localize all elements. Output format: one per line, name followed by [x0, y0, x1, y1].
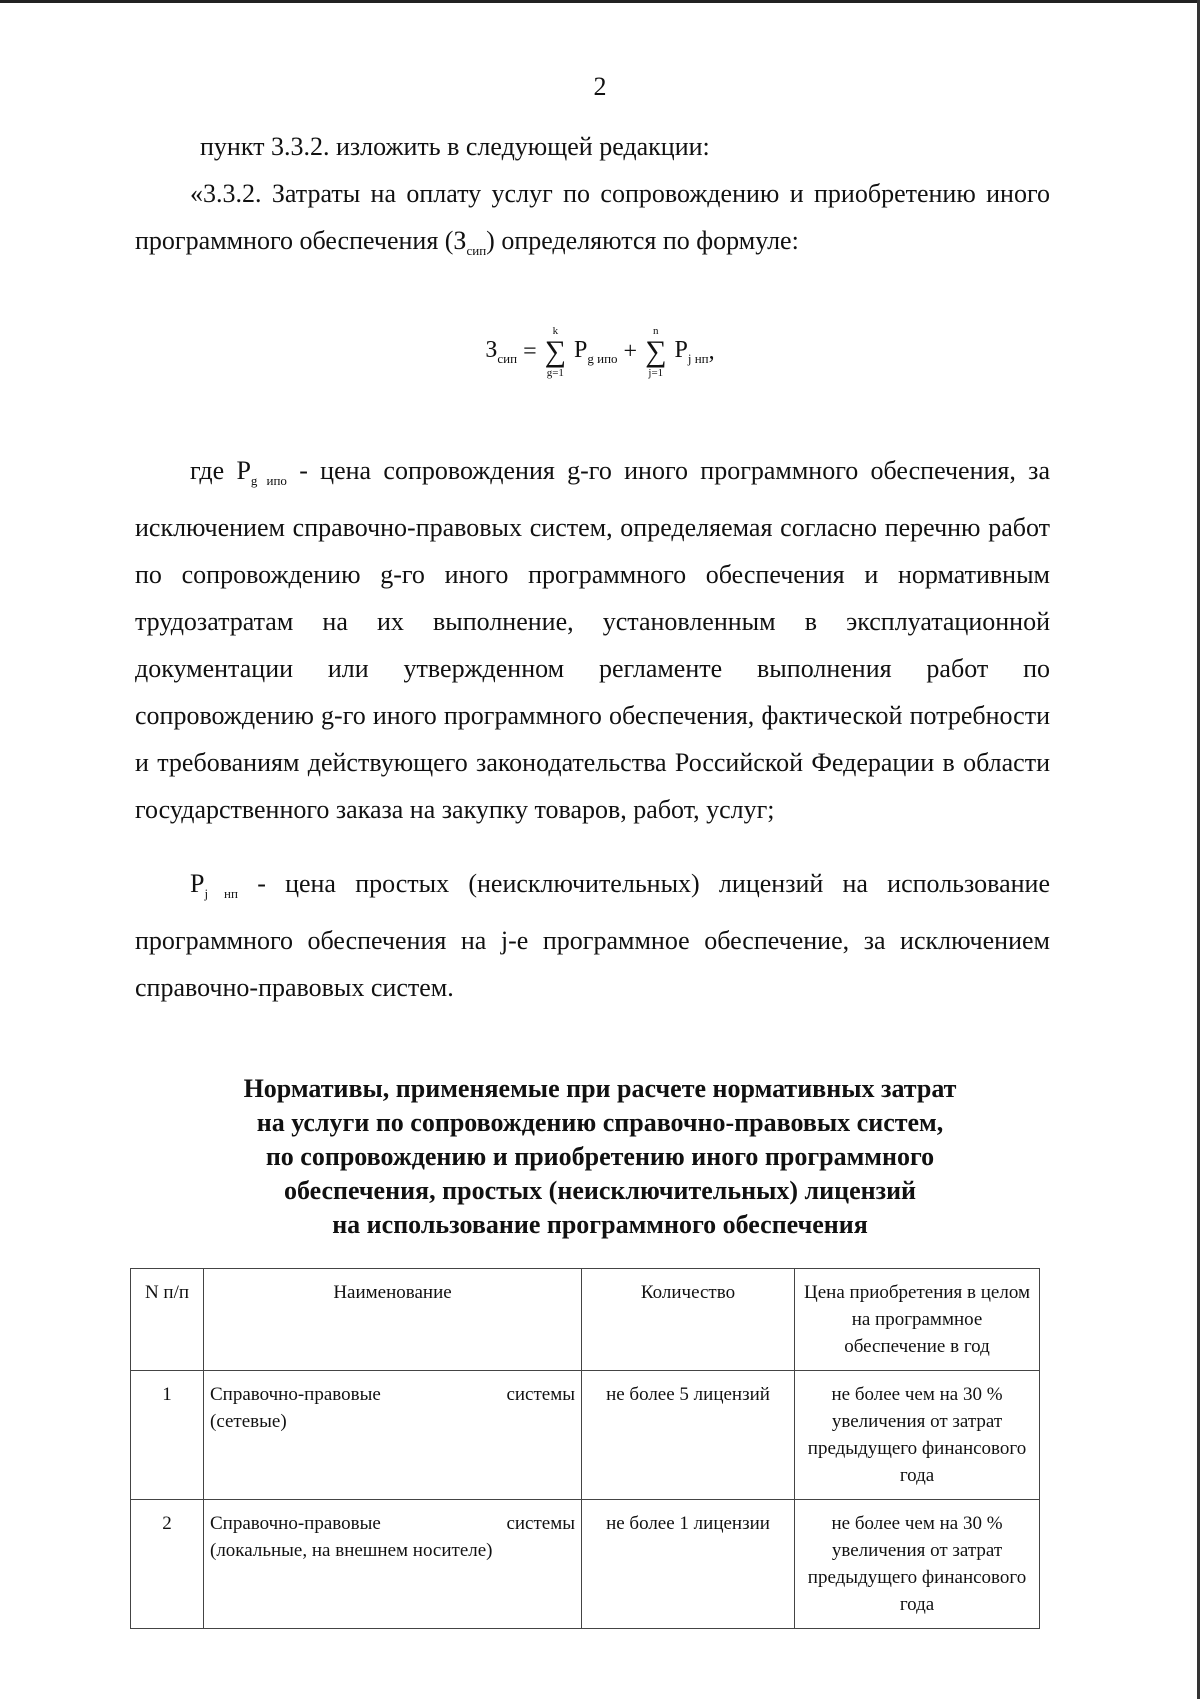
formula-term-1: $P_{g ипо}$ — [574, 337, 618, 366]
formula-term-2: $P_{j нп}$ — [674, 337, 709, 366]
header-num: N п/п — [131, 1269, 204, 1371]
row-num: 1 — [131, 1371, 204, 1500]
row-num: 2 — [131, 1500, 204, 1629]
row-name: Справочно-правовые системы (сетевые) — [204, 1371, 582, 1500]
definition-2-text: - цена простых (неисключительных) лицензий на использование программного обеспечения на j-е программное обеспечение, за исключением справочно-правовых систем. — [135, 869, 1050, 1002]
formula-plus: + — [623, 338, 638, 365]
sum-symbol-1: ∑ k g=1 — [544, 325, 567, 379]
header-name: Наименование — [204, 1269, 582, 1371]
definition-1-text: - цена сопровождения g-го иного программного обеспечения, за исключением справочно-правовых систем, определяемая согласно перечню работ по сопровождению g-го иного программного обеспечения и нормативным трудозатратам на их выполнение, установленным в эксплуатационной документации или утвержденном регламенте выполнения работ по сопровождению g-го иного программного обеспечения, фактической потребности и требованиям действующего законодательства Российской Федерации в области государственного заказа на закупку товаров, работ, услуг; — [135, 456, 1050, 824]
cost-formula — [0, 325, 1200, 379]
definition-p-j-np — [135, 860, 1050, 1011]
definition-2-lead: P — [190, 869, 205, 898]
header-qty: Количество — [582, 1269, 795, 1371]
sum-2-lower-limit: j=1 — [648, 367, 664, 379]
top-border-line — [0, 0, 1200, 3]
row-name: Справочно-правовые системы (локальные, на внешнем носителе) — [204, 1500, 582, 1629]
header-price: Цена приобретения в целом на программное обеспечение в год — [795, 1269, 1040, 1371]
sum-symbol-2: ∑ n j=1 — [645, 325, 667, 379]
paragraph-1-text: «3.3.2. Затраты на оплату услуг по сопровождению и приобретению иного программного обеспечения (З — [135, 179, 1050, 255]
row-price: не более чем на 30 % увеличения от затрат предыдущего финансового года — [795, 1500, 1040, 1629]
definition-1-subscript: g ипо — [250, 473, 287, 488]
formula-lhs: $З_{сип}$ — [485, 337, 518, 366]
sum-1-lower-limit: g=1 — [546, 367, 564, 379]
page-number: 2 — [593, 72, 607, 101]
definition-1-lead: где P — [190, 456, 251, 485]
row-price: не более чем на 30 % увеличения от затрат предыдущего финансового года — [795, 1371, 1040, 1500]
section-title — [0, 1072, 1200, 1242]
section-title-line-3: по сопровождению и приобретению иного программного — [265, 1142, 935, 1171]
section-title-line-5: на использование программного обеспечения — [332, 1210, 868, 1239]
sum-1-upper-limit: k — [552, 325, 559, 337]
table-row — [131, 1371, 1040, 1500]
norms-table — [130, 1268, 1040, 1629]
row-qty: не более 1 лицензии — [582, 1500, 795, 1629]
definition-p-g-ipo — [135, 447, 1050, 833]
sum-2-upper-limit: n — [653, 325, 659, 337]
definition-2-subscript: j нп — [204, 886, 238, 901]
paragraph-1-end: ) определяются по формуле: — [486, 226, 799, 255]
section-title-line-2: на услуги по сопровождению справочно-правовых систем, — [256, 1108, 944, 1137]
formula-tail: , — [708, 338, 715, 365]
paragraph-1-subscript: сип — [466, 243, 487, 258]
section-title-line-1: Нормативы, применяемые при расчете нормативных затрат — [243, 1074, 957, 1103]
paragraph-3-3-2 — [135, 170, 1050, 274]
row-qty: не более 5 лицензий — [582, 1371, 795, 1500]
table-row — [131, 1500, 1040, 1629]
section-title-line-4: обеспечения, простых (неисключительных) лицензий — [283, 1176, 917, 1205]
table-header-row — [131, 1269, 1040, 1371]
intro-paragraph: пункт 3.3.2. изложить в следующей редакции: — [200, 132, 710, 161]
formula-equals: = — [523, 338, 537, 365]
